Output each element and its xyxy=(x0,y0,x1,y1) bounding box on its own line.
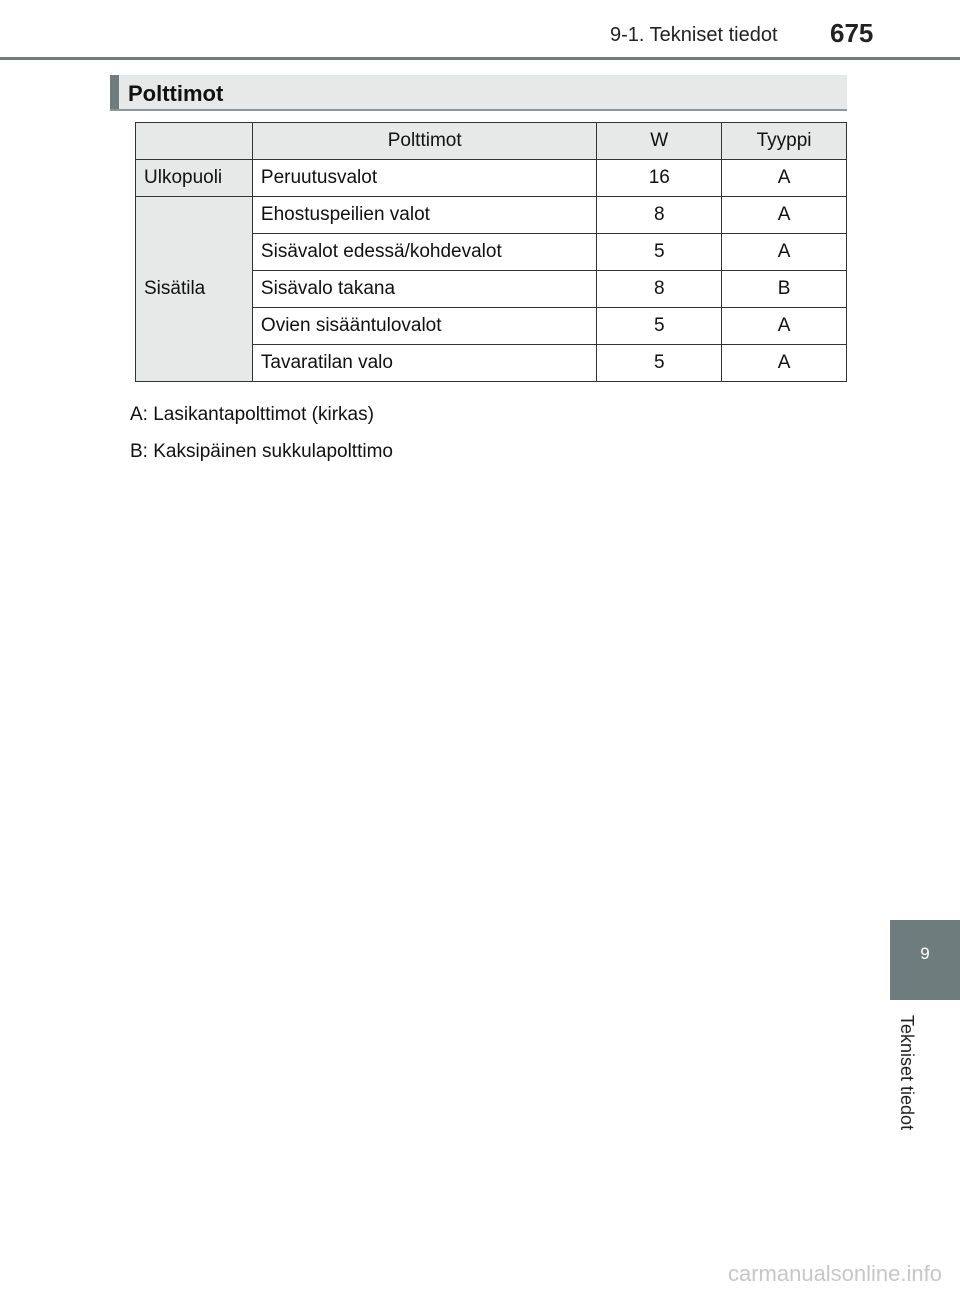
watts-cell: 5 xyxy=(597,345,722,382)
section-title: Polttimot xyxy=(128,81,224,106)
type-cell: A xyxy=(722,197,847,234)
type-cell: A xyxy=(722,345,847,382)
table-row xyxy=(136,197,847,234)
table-header-row xyxy=(136,123,847,160)
type-cell: B xyxy=(722,271,847,308)
watts-cell: 16 xyxy=(597,160,722,197)
table-header-area xyxy=(136,123,253,160)
chapter-number: 9 xyxy=(920,944,930,963)
bulb-cell: Ehostuspeilien valot xyxy=(252,197,596,234)
table-row xyxy=(136,160,847,197)
header-divider xyxy=(0,57,960,60)
table-header-type: Tyyppi xyxy=(722,123,847,160)
type-cell: A xyxy=(722,308,847,345)
watts-cell: 5 xyxy=(597,308,722,345)
watts-cell: 8 xyxy=(597,197,722,234)
watts-cell: 5 xyxy=(597,234,722,271)
bulb-cell: Sisävalo takana xyxy=(252,271,596,308)
header-section-title: 9-1. Tekniset tiedot xyxy=(610,24,778,46)
bulb-table xyxy=(135,122,847,382)
page-number: 675 xyxy=(830,18,874,48)
area-cell: Ulkopuoli xyxy=(136,160,253,197)
bulb-cell: Ovien sisääntulovalot xyxy=(252,308,596,345)
chapter-tab xyxy=(890,920,960,1000)
type-cell: A xyxy=(722,234,847,271)
table-header-watts: W xyxy=(597,123,722,160)
bulb-cell: Peruutusvalot xyxy=(252,160,596,197)
area-cell: Sisätila xyxy=(136,197,253,382)
bulb-cell: Tavaratilan valo xyxy=(252,345,596,382)
footnote-a: A: Lasikantapolttimot (kirkas) xyxy=(130,404,374,425)
bulb-cell: Sisävalot edessä/kohdevalot xyxy=(252,234,596,271)
watermark: carmanualsonline.info xyxy=(727,1261,942,1286)
watts-cell: 8 xyxy=(597,271,722,308)
type-cell: A xyxy=(722,160,847,197)
table-header-bulbs: Polttimot xyxy=(252,123,596,160)
chapter-label: Tekniset tiedot xyxy=(897,1015,917,1131)
footnote-b: B: Kaksipäinen sukkulapolttimo xyxy=(130,441,393,462)
